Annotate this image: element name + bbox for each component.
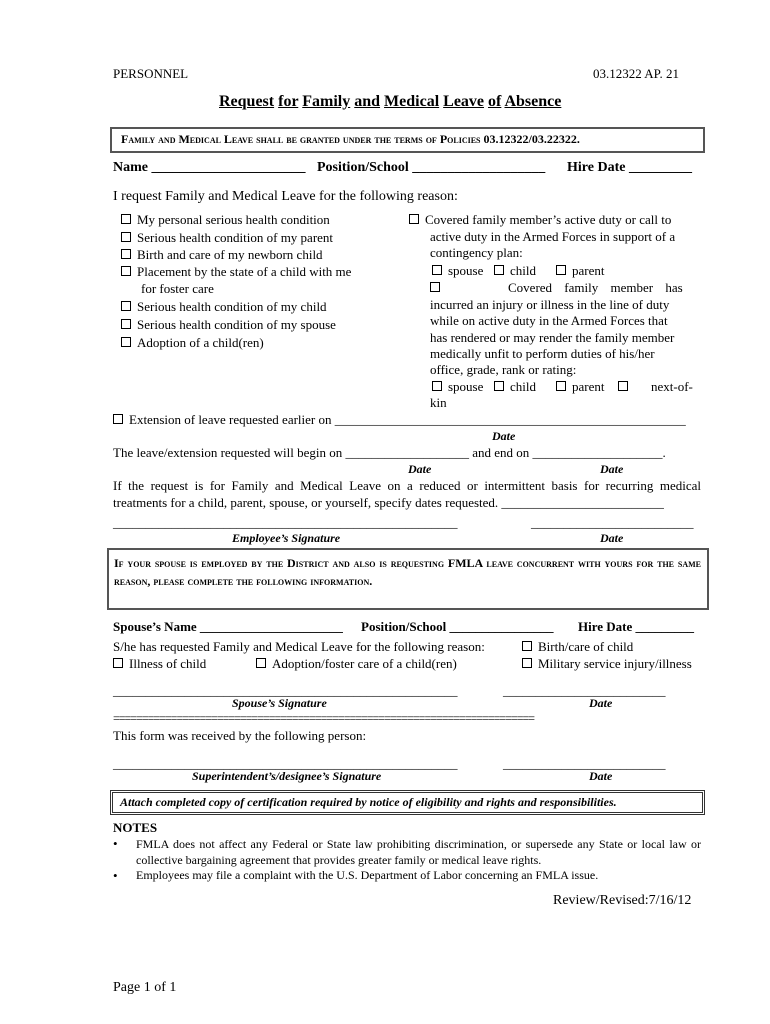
reason-parent[interactable]: Serious health condition of my parent — [121, 230, 333, 246]
reason-active-duty[interactable]: Covered family member’s active duty or call to — [409, 212, 671, 228]
checkbox[interactable] — [522, 658, 532, 668]
active-duty-line3: contingency plan: — [430, 245, 523, 260]
injury-line5: medically unfit to perform duties of his/her — [430, 346, 655, 361]
injury-child[interactable]: child — [494, 379, 536, 395]
checkbox[interactable] — [430, 282, 440, 292]
employee-date-line[interactable]: _________________________ — [531, 515, 694, 530]
separator: ========================================================================= — [113, 711, 535, 725]
spouse-signature-label: Spouse’s Signature — [232, 696, 327, 710]
checkbox[interactable] — [121, 301, 131, 311]
spouse-date-line[interactable]: _________________________ — [503, 683, 666, 698]
reason-adoption[interactable]: Adoption of a child(ren) — [121, 335, 264, 351]
superintendent-date-line[interactable]: _________________________ — [503, 756, 666, 771]
next-of-kin-label: next-of- — [651, 379, 693, 394]
spouse-adoption-option[interactable]: Adoption/foster care of a child(ren) — [256, 656, 457, 672]
injury-line4: has rendered or may render the family member — [430, 330, 675, 345]
employee-date-label: Date — [600, 531, 624, 545]
employee-signature-line[interactable]: _____________________________________________________ — [113, 515, 458, 530]
spouse-signature-line[interactable]: _____________________________________________________ — [113, 683, 458, 698]
reason-personal[interactable]: My personal serious health condition — [121, 212, 330, 228]
attach-text: Attach completed copy of certification required by notice of eligibility and rights and responsibilities. — [120, 795, 617, 809]
injury-line6: office, grade, rank or rating: — [430, 362, 577, 377]
checkbox[interactable] — [556, 265, 566, 275]
employee-signature-label: Employee’s Signature — [232, 531, 341, 545]
checkbox[interactable] — [121, 249, 131, 259]
active-duty-line2: active duty in the Armed Forces in support of a — [430, 229, 676, 244]
reason-placement[interactable]: Placement by the state of a child with me — [121, 264, 351, 280]
notes-title: NOTES — [113, 820, 158, 835]
checkbox[interactable] — [121, 232, 131, 242]
page-number: Page 1 of 1 — [113, 980, 177, 995]
hire-date-field[interactable]: Hire Date _________ — [567, 160, 692, 175]
spouse-illness-option[interactable]: Illness of child — [113, 656, 206, 672]
extension-field[interactable]: Extension of leave requested earlier on ______________________________________________________ — [113, 412, 686, 428]
reason-placement-cont: for foster care — [141, 281, 214, 296]
active-duty-spouse[interactable]: spouse — [432, 263, 483, 279]
injury-next-of-kin[interactable] — [618, 379, 634, 395]
injury-line2: incurred an injury or illness in the line of duty — [430, 297, 670, 312]
active-duty-parent[interactable]: parent — [556, 263, 604, 279]
injury-spouse[interactable]: spouse — [432, 379, 483, 395]
active-duty-child[interactable]: child — [494, 263, 536, 279]
name-field[interactable]: Name ______________________ — [113, 160, 306, 175]
spouse-reason-intro: S/he has requested Family and Medical Leave for the following reason: — [113, 639, 485, 654]
note-2: Employees may file a complaint with the U.S. Department of Labor concerning an FMLA issue. — [136, 868, 599, 882]
checkbox[interactable] — [556, 381, 566, 391]
injury-line3: while on active duty in the Armed Forces that — [430, 313, 668, 328]
header-right: 03.12322 AP. 21 — [593, 66, 679, 81]
spouse-hire-field[interactable]: Hire Date _________ — [578, 619, 695, 634]
superintendent-signature-line[interactable]: _____________________________________________________ — [113, 756, 458, 771]
superintendent-signature-label: Superintendent’s/designee’s Signature — [192, 769, 382, 783]
injury-line1: Covered family member has — [508, 280, 683, 295]
bullet-icon: • — [113, 868, 118, 883]
spouse-date-label: Date — [589, 696, 613, 710]
next-of-kin-tail: kin — [430, 395, 447, 410]
superintendent-date-label: Date — [589, 769, 613, 783]
checkbox[interactable] — [113, 414, 123, 424]
spouse-box-text: If your spouse is employed by the District and also is requesting FMLA leave concurrent with yours for the same reason, please complete the following information. — [114, 556, 701, 588]
header-left: PERSONNEL — [113, 66, 189, 81]
position-field[interactable]: Position/School ___________________ — [317, 160, 546, 175]
received-text: This form was received by the following person: — [113, 728, 367, 743]
page-title: Request for Family and Medical Leave of Absence — [219, 93, 562, 110]
end-date-label: Date — [600, 462, 624, 476]
checkbox[interactable] — [113, 658, 123, 668]
begin-date-label: Date — [408, 462, 432, 476]
reduced-basis-field[interactable]: If the request is for Family and Medical Leave on a reduced or intermittent basis for recurring medical treatments for a child, parent, spouse, or yourself, specify dates requested. _________________________ — [113, 478, 701, 510]
spouse-name-field[interactable]: Spouse’s Name ______________________ — [113, 619, 343, 634]
reason-child[interactable]: Serious health condition of my child — [121, 299, 327, 315]
leave-begin-end-field[interactable]: The leave/extension requested will begin on ___________________ and end on ____________________. — [113, 445, 666, 460]
checkbox[interactable] — [432, 265, 442, 275]
injury-parent[interactable]: parent — [556, 379, 604, 395]
reason-newborn[interactable]: Birth and care of my newborn child — [121, 247, 323, 263]
checkbox[interactable] — [121, 319, 131, 329]
note-1: FMLA does not affect any Federal or State law prohibiting discrimination, or supersede any State or local law or collective bargaining agreement that provides greater family or medical leave rights. — [136, 837, 701, 867]
checkbox[interactable] — [494, 381, 504, 391]
checkbox[interactable] — [121, 214, 131, 224]
spouse-birth-option[interactable]: Birth/care of child — [522, 639, 633, 655]
checkbox[interactable] — [256, 658, 266, 668]
checkbox[interactable] — [494, 265, 504, 275]
policy-text: Family and Medical Leave shall be granted under the terms of Policies 03.12322/03.22322. — [121, 132, 580, 146]
checkbox[interactable] — [409, 214, 419, 224]
spouse-position-field[interactable]: Position/School ________________ — [361, 619, 554, 634]
checkbox[interactable] — [618, 381, 628, 391]
extension-date-label: Date — [492, 429, 516, 443]
request-intro: I request Family and Medical Leave for the following reason: — [113, 189, 458, 204]
checkbox[interactable] — [522, 641, 532, 651]
bullet-icon: • — [113, 836, 118, 851]
reason-injury-checkbox[interactable] — [430, 280, 446, 296]
spouse-military-option[interactable]: Military service injury/illness — [522, 656, 692, 672]
reason-spouse[interactable]: Serious health condition of my spouse — [121, 317, 336, 333]
review-date: Review/Revised:7/16/12 — [553, 893, 692, 908]
checkbox[interactable] — [432, 381, 442, 391]
checkbox[interactable] — [121, 266, 131, 276]
checkbox[interactable] — [121, 337, 131, 347]
